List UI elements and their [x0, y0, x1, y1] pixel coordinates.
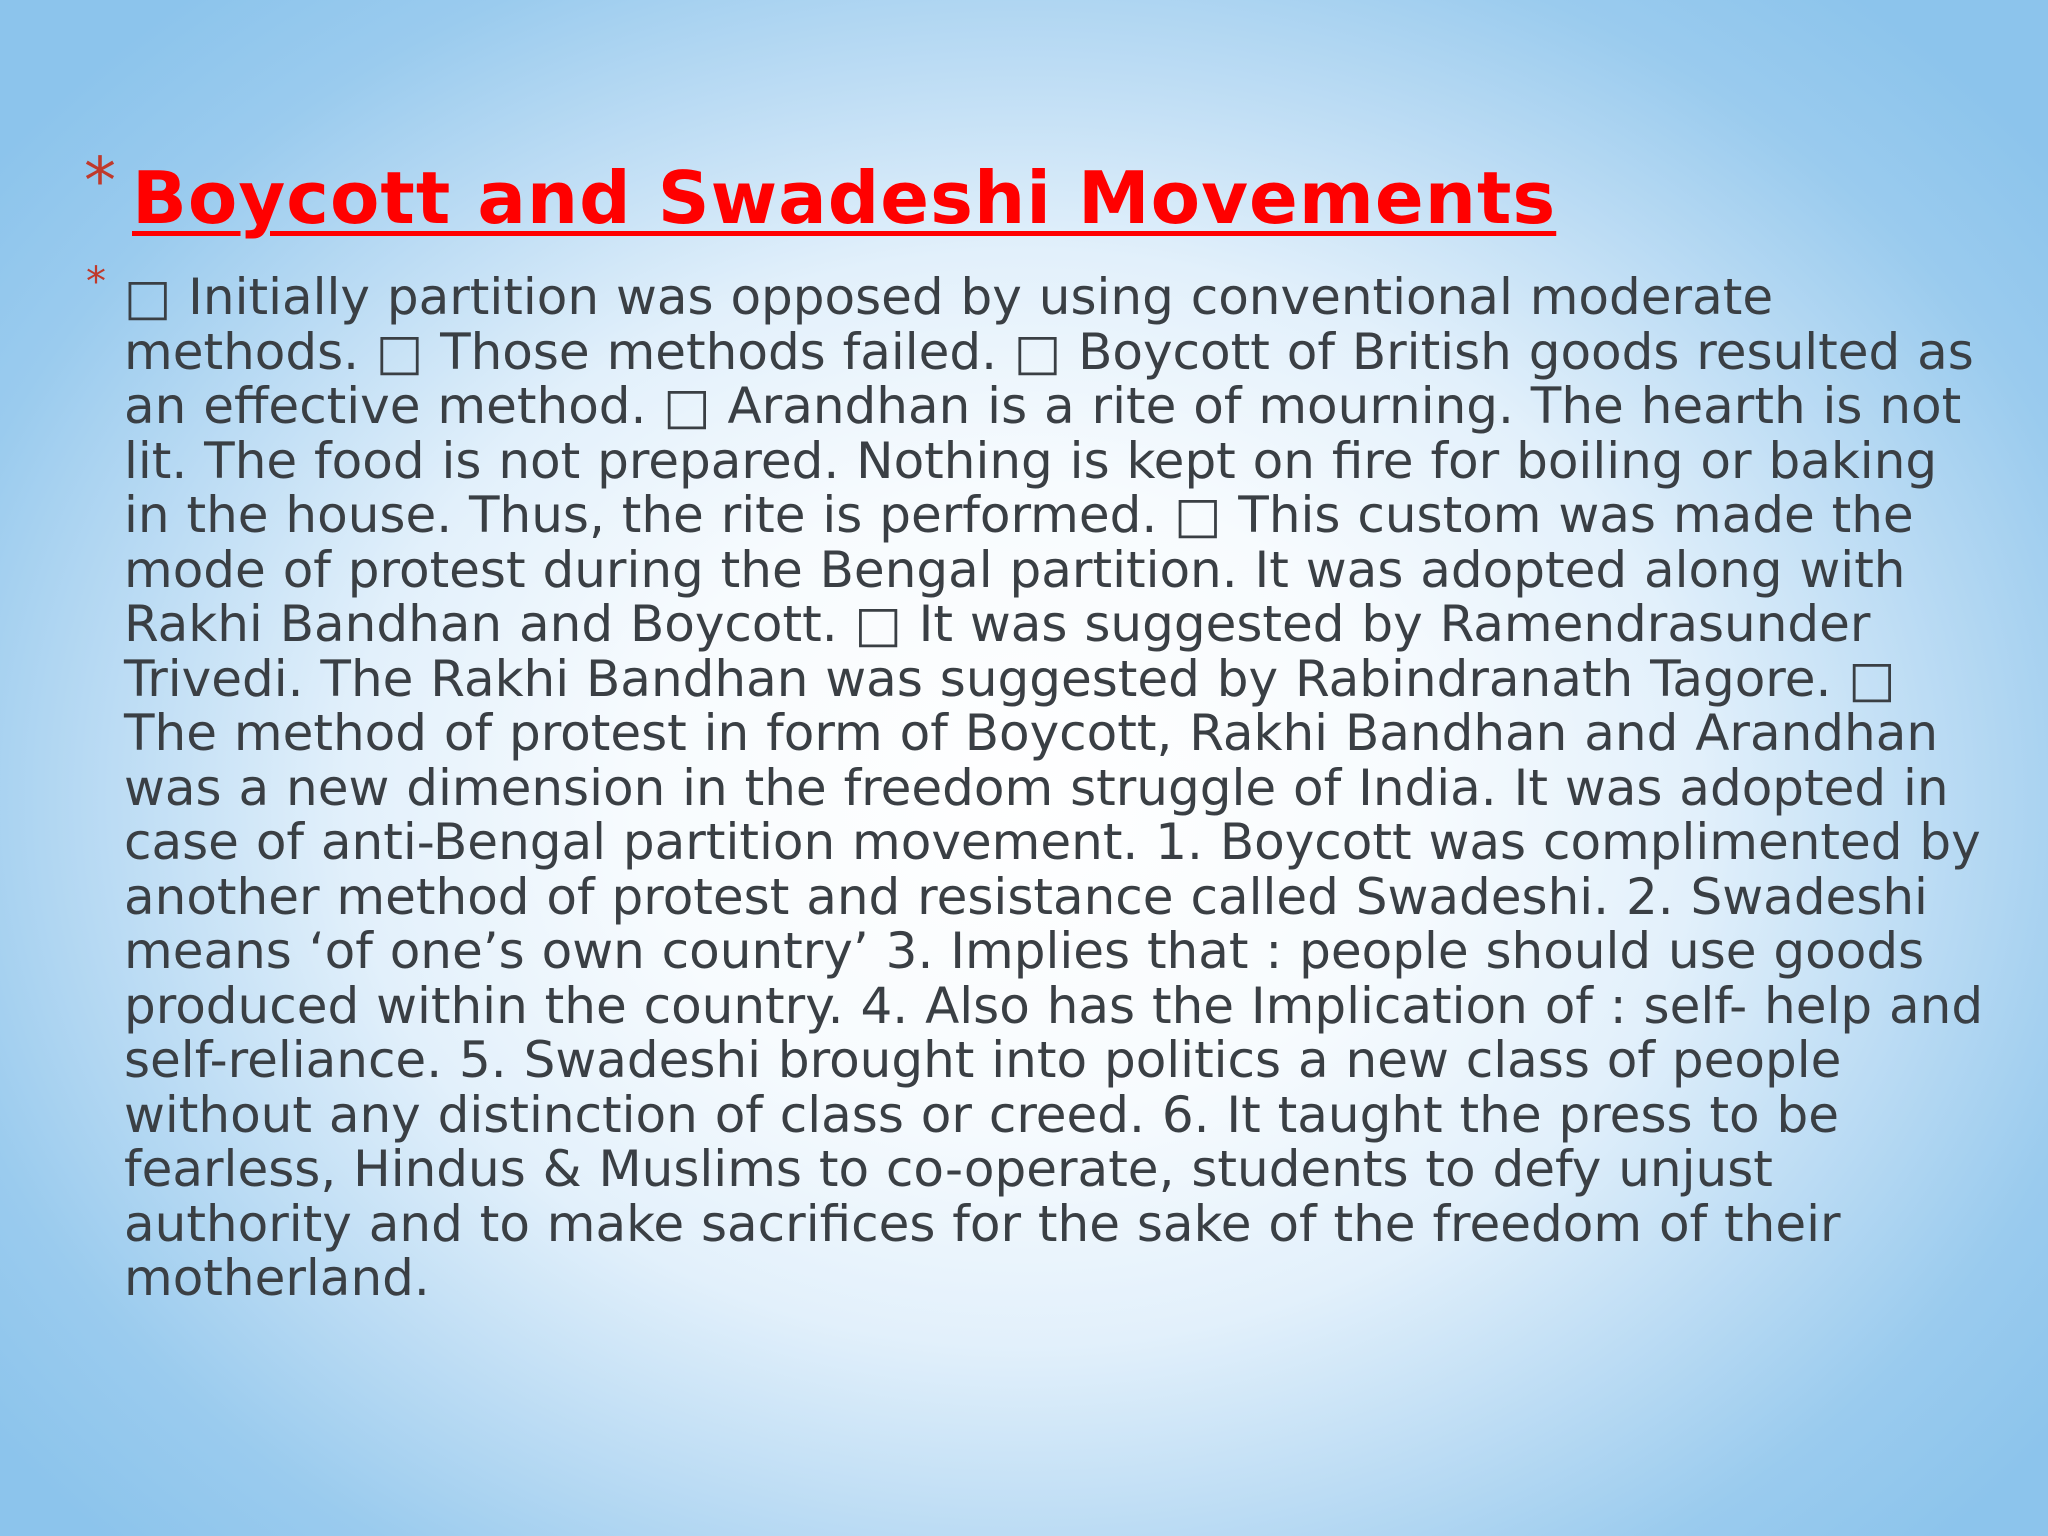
body-bullet-icon: *	[86, 259, 106, 305]
slide-body-text: □ Initially partition was opposed by using conventional moderate methods. □ Those methods failed. □ Boycott of British goods resulted as an effective method. □ Arandhan is a rite of mourning. The hearth is not lit. The food is not prepared. Nothing is kept on fire for boiling or baking in the house. Thus, the rite is performed. □ This custom was made the mode of protest during the Bengal partition. It was adopted along with Rakhi Bandhan and Boycott. □ It was suggested by Ramendrasunder Trivedi. The Rakhi Bandhan was suggested by Rabindranath Tagore. □ The method of protest in form of Boycott, Rakhi Bandhan and Arandhan was a new dimension in the freedom struggle of India. It was adopted in case of anti-Bengal partition movement. 1. Boycott was complimented by another method of protest and resistance called Swadeshi. 2. Swadeshi means ‘of one’s own country’ 3. Implies that : people should use goods produced within the country. 4. Also has the Implication of : self- help and self-reliance. 5. Swadeshi brought into politics a new class of people without any distinction of class or creed. 6. It taught the press to be fearless, Hindus & Muslims to co-operate, students to defy unjust authority and to make sacrifices for the sake of the freedom of their motherland.	[124, 268, 1984, 1307]
title-bullet-icon: *	[84, 145, 116, 219]
slide-title: Boycott and Swadeshi Movements	[132, 156, 1557, 240]
